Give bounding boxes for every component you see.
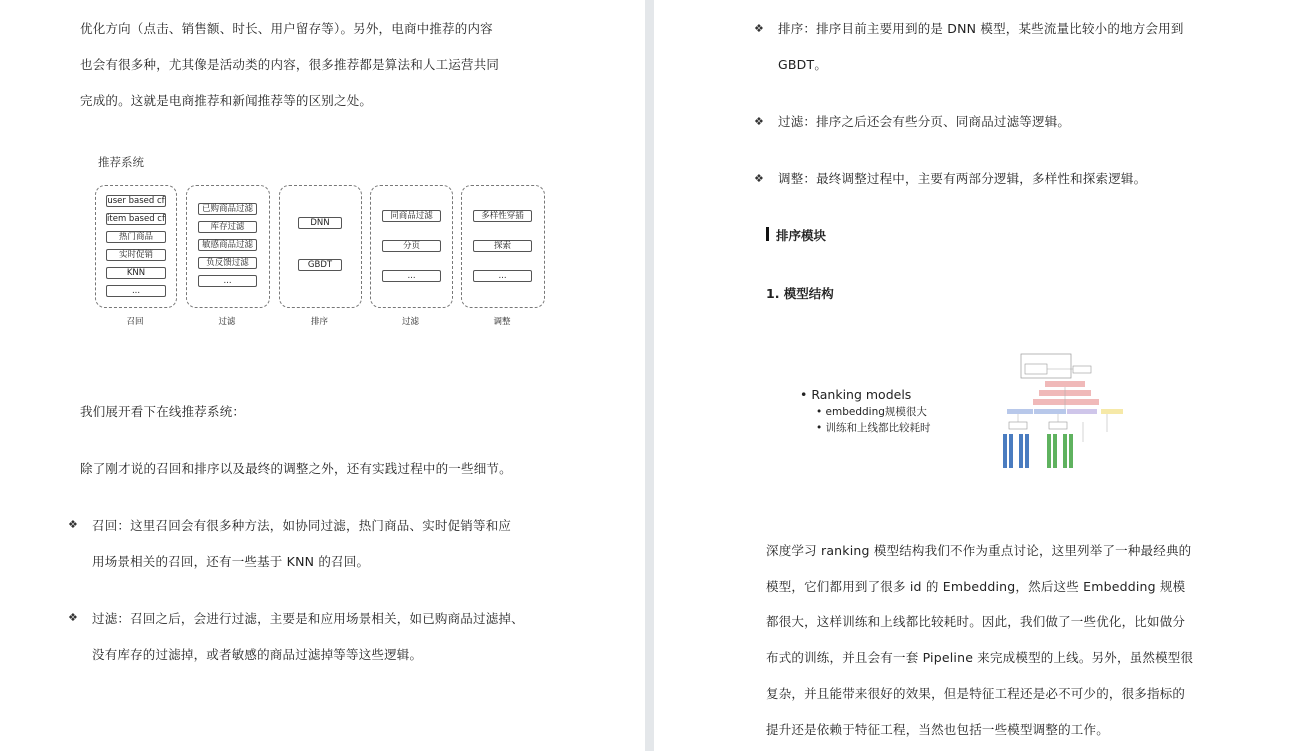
diagram-box: 负反馈过滤 bbox=[198, 257, 257, 269]
diagram-box: 同商品过滤 bbox=[382, 210, 441, 222]
diagram-box: item based cf bbox=[107, 214, 165, 224]
section-heading-marker bbox=[766, 227, 769, 241]
diagram-box: GBDT bbox=[298, 259, 342, 271]
sub-heading: 1. 模型结构 bbox=[766, 286, 834, 301]
diagram-column-label: 排序 bbox=[310, 317, 328, 327]
diagram-column-label: 过滤 bbox=[401, 317, 419, 327]
diagram-title: 推荐系统 bbox=[98, 155, 144, 169]
paragraph-line-5: 复杂，并且能带来很好的效果，但是特征工程还是必不可少的，很多指标的 bbox=[766, 686, 1186, 701]
bullet-filter-line-1: 过滤：召回之后，会进行过滤，主要是和应用场景相关，如已购商品过滤掉、 bbox=[92, 611, 524, 626]
diagram-box: KNN bbox=[106, 267, 166, 279]
diagram-box: 探索 bbox=[473, 240, 532, 252]
diagram-box: 实时促销 bbox=[106, 249, 166, 261]
paragraph-online-system: 我们展开看下在线推荐系统： bbox=[80, 404, 246, 419]
bullet-post-filter: 过滤：排序之后还会有些分页、同商品过滤等逻辑。 bbox=[778, 114, 1071, 129]
diagram-box: ... bbox=[473, 270, 532, 282]
bullet-adjust: 调整：最终调整过程中，主要有两部分逻辑，多样性和探索逻辑。 bbox=[778, 171, 1147, 186]
paragraph-line-4: 布式的训练，并且会有一套 Pipeline 来完成模型的上线。另外，虽然模型很 bbox=[766, 650, 1194, 665]
diagram-box: 热门商品 bbox=[106, 231, 166, 243]
intro-line-2: 也会有很多种，尤其像是活动类的内容，很多推荐都是算法和人工运营共同 bbox=[80, 57, 500, 72]
figure-point-1: • embedding规模很大 bbox=[816, 406, 927, 418]
section-heading: 排序模块 bbox=[776, 228, 827, 243]
diagram-box: ... bbox=[106, 285, 166, 297]
diagram-box: 敏感商品过滤 bbox=[198, 239, 257, 251]
diagram-box: ... bbox=[198, 275, 257, 287]
intro-line-3: 完成的。这就是电商推荐和新闻推荐等的区别之处。 bbox=[80, 93, 373, 108]
diagram-box: 多样性穿插 bbox=[473, 210, 532, 222]
ranking-architecture-thumbnail bbox=[997, 352, 1137, 480]
paragraph-line-3: 都很大，这样训练和上线都比较耗时。因此，我们做了一些优化，比如做分 bbox=[766, 614, 1186, 629]
diagram-box: 已购商品过滤 bbox=[198, 203, 257, 215]
bullet-icon: ❖ bbox=[754, 115, 764, 128]
page-gutter bbox=[645, 0, 654, 751]
bullet-icon: ❖ bbox=[68, 518, 78, 531]
diagram-box: 分页 bbox=[382, 240, 441, 252]
left-page bbox=[0, 0, 645, 751]
paragraph-details: 除了刚才说的召回和排序以及最终的调整之外，还有实践过程中的一些细节。 bbox=[80, 461, 512, 476]
bullet-ranking-line-1: 排序：排序目前主要用到的是 DNN 模型，某些流量比较小的地方会用到 bbox=[778, 21, 1184, 36]
diagram-box: 库存过滤 bbox=[198, 221, 257, 233]
bullet-icon: ❖ bbox=[754, 22, 764, 35]
diagram-column-label: 调整 bbox=[493, 317, 511, 327]
figure-title: • Ranking models bbox=[800, 387, 912, 402]
paragraph-line-1: 深度学习 ranking 模型结构我们不作为重点讨论，这里列举了一种最经典的 bbox=[766, 543, 1192, 558]
bullet-ranking-line-2: GBDT。 bbox=[778, 57, 828, 72]
bullet-icon: ❖ bbox=[68, 611, 78, 624]
diagram-column-label: 过滤 bbox=[218, 317, 236, 327]
bullet-recall-line-1: 召回：这里召回会有很多种方法，如协同过滤，热门商品、实时促销等和应 bbox=[92, 518, 512, 533]
bullet-icon: ❖ bbox=[754, 172, 764, 185]
diagram-column-label: 召回 bbox=[126, 317, 144, 327]
bullet-filter-line-2: 没有库存的过滤掉，或者敏感的商品过滤掉等等这些逻辑。 bbox=[92, 647, 423, 662]
diagram-box: user based cf bbox=[107, 196, 165, 206]
diagram-box: ... bbox=[382, 270, 441, 282]
figure-point-2: • 训练和上线都比较耗时 bbox=[816, 422, 931, 434]
diagram-column-ranking bbox=[279, 185, 362, 308]
intro-line-1: 优化方向（点击、销售额、时长、用户留存等）。另外，电商中推荐的内容 bbox=[80, 21, 493, 36]
diagram-box: DNN bbox=[298, 217, 342, 229]
bullet-recall-line-2: 用场景相关的召回，还有一些基于 KNN 的召回。 bbox=[92, 554, 370, 569]
paragraph-line-2: 模型，它们都用到了很多 id 的 Embedding，然后这些 Embedding 规模 bbox=[766, 579, 1186, 594]
paragraph-line-6: 提升还是依赖于特征工程，当然也包括一些模型调整的工作。 bbox=[766, 722, 1109, 737]
right-page bbox=[654, 0, 1315, 751]
